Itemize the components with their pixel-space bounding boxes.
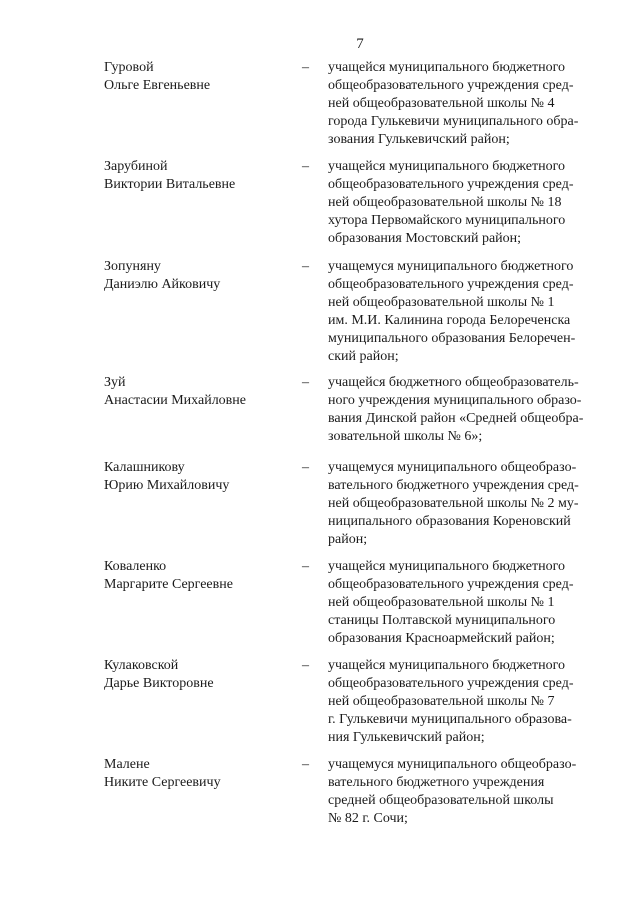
description-line: станицы Полтавской муниципального	[328, 613, 556, 628]
description-line: общеобразовательного учреждения сред-	[328, 676, 574, 691]
description-line: средней общеобразовательной школы	[328, 793, 554, 808]
separator-dash: –	[302, 460, 309, 475]
description-line: учащемуся муниципального общеобразо-	[328, 460, 577, 475]
recipient-name	[104, 756, 294, 792]
description-line: учащейся муниципального бюджетного	[328, 159, 566, 174]
description-line: г. Гулькевичи муниципального образова-	[328, 712, 572, 727]
recipient-description	[328, 756, 603, 828]
description-line: ного учреждения муниципального образо-	[328, 393, 582, 408]
recipient-description	[328, 657, 603, 747]
description-line: ния Гулькевичский район;	[328, 730, 485, 745]
recipient-given-names: Виктории Витальевне	[104, 177, 236, 192]
description-line: учащейся бюджетного общеобразователь-	[328, 375, 579, 390]
recipient-description	[328, 374, 603, 446]
recipient-given-names: Даниэлю Айковичу	[104, 277, 221, 292]
description-line: № 82 г. Сочи;	[328, 811, 408, 826]
recipient-given-names: Маргарите Сергеевне	[104, 577, 233, 592]
recipient-name	[104, 59, 294, 95]
recipient-surname: Малене	[104, 757, 150, 772]
recipient-description	[328, 258, 603, 366]
recipient-given-names: Ольге Евгеньевне	[104, 78, 211, 93]
description-line: общеобразовательного учреждения сред-	[328, 78, 574, 93]
recipient-surname: Гуровой	[104, 60, 154, 75]
description-line: учащейся муниципального бюджетного	[328, 559, 566, 574]
description-line: зовательной школы № 6»;	[328, 429, 483, 444]
recipient-description	[328, 158, 603, 248]
recipient-name	[104, 558, 294, 594]
description-line: ней общеобразовательной школы № 1	[328, 295, 555, 310]
description-line: ней общеобразовательной школы № 4	[328, 96, 555, 111]
recipient-name	[104, 158, 294, 194]
separator-dash: –	[302, 60, 309, 75]
description-line: учащейся муниципального бюджетного	[328, 60, 566, 75]
recipient-surname: Коваленко	[104, 559, 167, 574]
description-line: ский район;	[328, 349, 399, 364]
description-line: ней общеобразовательной школы № 2 му-	[328, 496, 579, 511]
description-line: образования Мостовский район;	[328, 231, 522, 246]
separator-dash: –	[302, 559, 309, 574]
description-line: общеобразовательного учреждения сред-	[328, 577, 574, 592]
description-line: им. М.И. Калинина города Белореченска	[328, 313, 571, 328]
recipient-description	[328, 558, 603, 648]
recipient-given-names: Анастасии Михайловне	[104, 393, 246, 408]
description-line: хутора Первомайского муниципального	[328, 213, 566, 228]
description-line: ней общеобразовательной школы № 1	[328, 595, 555, 610]
recipient-surname: Калашникову	[104, 460, 185, 475]
recipient-description	[328, 459, 603, 549]
description-line: вания Динской район «Средней общеобра-	[328, 411, 584, 426]
description-line: ней общеобразовательной школы № 18	[328, 195, 562, 210]
recipient-given-names: Никите Сергеевичу	[104, 775, 221, 790]
description-line: образования Красноармейский район;	[328, 631, 555, 646]
description-line: зования Гулькевичский район;	[328, 132, 510, 147]
recipient-surname: Зарубиной	[104, 159, 168, 174]
recipient-given-names: Дарье Викторовне	[104, 676, 214, 691]
recipient-surname: Зуй	[104, 375, 126, 390]
description-line: учащейся муниципального бюджетного	[328, 658, 566, 673]
description-line: учащемуся муниципального бюджетного	[328, 259, 574, 274]
recipient-description	[328, 59, 603, 149]
description-line: ней общеобразовательной школы № 7	[328, 694, 555, 709]
description-line: район;	[328, 532, 368, 547]
separator-dash: –	[302, 375, 309, 390]
description-line: вательного бюджетного учреждения сред-	[328, 478, 579, 493]
description-line: города Гулькевичи муниципального обра-	[328, 114, 579, 129]
recipient-name	[104, 374, 294, 410]
description-line: вательного бюджетного учреждения	[328, 775, 545, 790]
recipient-surname: Зопуняну	[104, 259, 161, 274]
description-line: учащемуся муниципального общеобразо-	[328, 757, 577, 772]
recipient-name	[104, 657, 294, 693]
separator-dash: –	[302, 159, 309, 174]
recipient-given-names: Юрию Михайловичу	[104, 478, 230, 493]
description-line: муниципального образования Белоречен-	[328, 331, 576, 346]
recipient-name	[104, 459, 294, 495]
recipient-surname: Кулаковской	[104, 658, 179, 673]
description-line: общеобразовательного учреждения сред-	[328, 277, 574, 292]
page-number: 7	[356, 36, 364, 52]
description-line: ниципального образования Кореновский	[328, 514, 571, 529]
separator-dash: –	[302, 757, 309, 772]
recipient-name	[104, 258, 294, 294]
separator-dash: –	[302, 658, 309, 673]
separator-dash: –	[302, 259, 309, 274]
description-line: общеобразовательного учреждения сред-	[328, 177, 574, 192]
